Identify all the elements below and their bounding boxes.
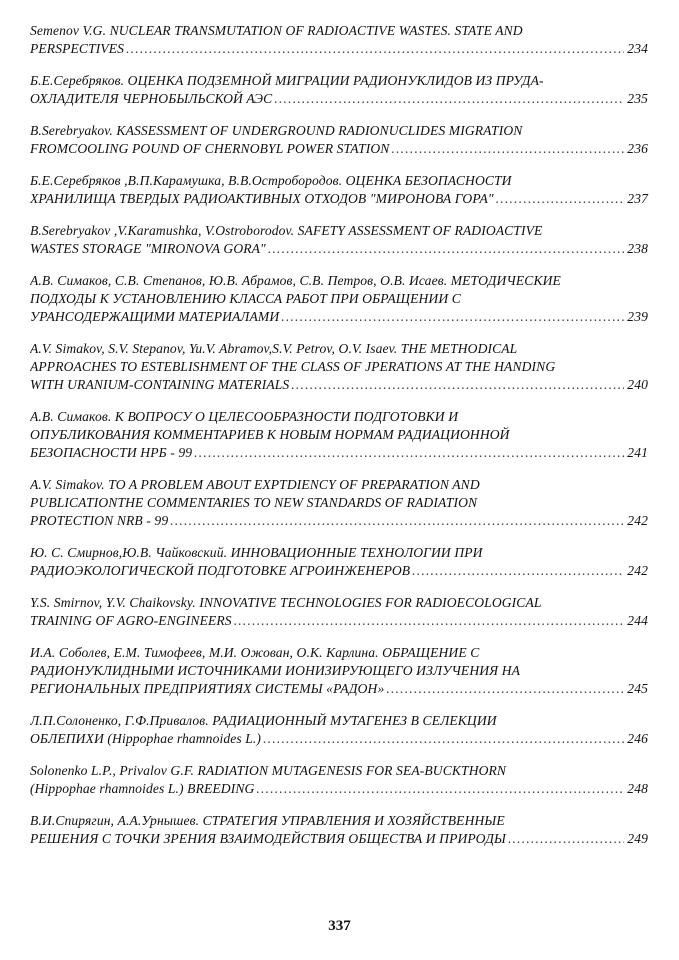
toc-entry-last-line [30,40,648,58]
toc-entry-title-end: БЕЗОПАСНОСТИ НРБ - 99 [30,445,193,460]
toc-entry-line: И.А. Соболев, Е.М. Тимофеев, М.И. Ожован, О.К. Карлина. ОБРАЩЕНИЕ С [30,645,480,660]
toc-entry-last-line [30,680,648,698]
toc-entry-last-line [30,308,648,326]
toc-entry-line: Y.S. Smirnov, Y.V. Chaikovsky. INNOVATIVE TECHNOLOGIES FOR RADIOECOLOGICAL [30,595,542,610]
toc-page-number: 238 [627,241,648,256]
dot-leader [291,376,624,394]
dot-leader [386,680,624,698]
toc-entry-title-end: РЕШЕНИЯ С ТОЧКИ ЗРЕНИЯ ВЗАИМОДЕЙСТВИЯ ОБЩЕСТВА И ПРИРОДЫ [30,831,506,846]
toc-entry-last-line [30,612,648,630]
toc-entry [30,544,648,580]
toc-entry-line: Б.Е.Серебряков ,В.П.Карамушка, В.В.Остробородов. ОЦЕНКА БЕЗОПАСНОСТИ [30,173,512,188]
toc-entry-title-end: РАДИОЭКОЛОГИЧЕСКОЙ ПОДГОТОВКЕ АГРОИНЖЕНЕРОВ [30,563,411,578]
toc-entry-last-line [30,444,648,462]
toc-entry-line: A.V. Simakov. TO A PROBLEM ABOUT EXPTDIENCY OF PREPARATION AND [30,477,480,492]
dot-leader [391,140,624,158]
toc-entry-title-end: PERSPECTIVES [30,41,125,56]
toc-entry-line: Semenov V.G. NUCLEAR TRANSMUTATION OF RADIOACTIVE WASTES. STATE AND [30,23,523,38]
toc-entry-last-line [30,780,648,798]
dot-leader [263,730,624,748]
toc-entry-title-end: WASTES STORAGE "MIRONOVA GORA" [30,241,266,256]
toc-entry-last-line [30,240,648,258]
toc-page-number: 241 [627,445,648,460]
toc-entry-line: Ю. С. Смирнов,Ю.В. Чайковский. ИННОВАЦИОННЫЕ ТЕХНОЛОГИИ ПРИ [30,545,483,560]
toc-entry-title-end: РЕГИОНАЛЬНЫХ ПРЕДПРИЯТИЯХ СИСТЕМЫ «РАДОН» [30,681,385,696]
toc-entry [30,222,648,258]
toc-entry-line: PUBLICATIONTHE COMMENTARIES TO NEW STANDARDS OF RADIATION [30,495,478,510]
dot-leader [194,444,624,462]
toc-entry-last-line [30,90,648,108]
toc-entry [30,812,648,848]
toc-entry [30,22,648,58]
toc-entry-last-line [30,140,648,158]
toc-entry-last-line [30,512,648,530]
toc-entry-title-end: ОХЛАДИТЕЛЯ ЧЕРНОБЫЛЬСКОЙ АЭС [30,91,273,106]
toc-page-number: 244 [627,613,648,628]
toc-page-number: 245 [627,681,648,696]
toc-entry-last-line [30,730,648,748]
toc-entry-last-line [30,830,648,848]
dot-leader [170,512,624,530]
toc-entry [30,762,648,798]
toc-entry [30,272,648,326]
toc-page-number: 234 [627,41,648,56]
page-number: 337 [328,918,351,934]
toc-entry-line: ПОДХОДЫ К УСТАНОВЛЕНИЮ КЛАССА РАБОТ ПРИ ОБРАЩЕНИИ С [30,291,461,306]
toc-entry [30,72,648,108]
toc-entry-last-line [30,190,648,208]
table-of-contents [30,22,648,862]
toc-entry-title-end: ХРАНИЛИЩА ТВЕРДЫХ РАДИОАКТИВНЫХ ОТХОДОВ "МИРОНОВА ГОРА" [30,191,494,206]
toc-entry-line: B.Serebryakov ,V.Karamushka, V.Ostroborodov. SAFETY ASSESSMENT OF RADIOACTIVE [30,223,543,238]
toc-page-number: 235 [627,91,648,106]
toc-page-number: 240 [627,377,648,392]
dot-leader [234,612,624,630]
toc-entry-line: А.В. Симаков, С.В. Степанов, Ю.В. Абрамов, С.В. Петров, О.В. Исаев. МЕТОДИЧЕСКИЕ [30,273,561,288]
toc-entry [30,476,648,530]
toc-entry-line: APPROACHES TO ESTEBLISHMENT OF THE CLASS OF JPERATIONS AT THE HANDING [30,359,556,374]
dot-leader [508,830,624,848]
toc-entry-title-end: УРАНСОДЕРЖАЩИМИ МАТЕРИАЛАМИ [30,309,280,324]
toc-page-number: 246 [627,731,648,746]
toc-entry-title-end: ОБЛЕПИХИ (Hippophae rhamnoides L.) [30,731,262,746]
toc-page-number: 239 [627,309,648,324]
toc-entry-last-line [30,562,648,580]
dot-leader [281,308,624,326]
toc-entry-title-end: WITH URANIUM-CONTAINING MATERIALS [30,377,290,392]
toc-entry-title-end: (Hippophae rhamnoides L.) BREEDING [30,781,255,796]
toc-entry [30,712,648,748]
toc-entry [30,340,648,394]
toc-entry-line: Solonenko L.P., Privalov G.F. RADIATION MUTAGENESIS FOR SEA-BUCKTHORN [30,763,507,778]
dot-leader [126,40,624,58]
toc-entry [30,594,648,630]
toc-entry-line: Л.П.Солоненко, Г.Ф.Привалов. РАДИАЦИОННЫЙ МУТАГЕНЕЗ В СЕЛЕКЦИИ [30,713,497,728]
toc-entry [30,408,648,462]
toc-entry-line: А.В. Симаков. К ВОПРОСУ О ЦЕЛЕСООБРАЗНОСТИ ПОДГОТОВКИ И [30,409,459,424]
toc-page-number: 237 [627,191,648,206]
toc-entry-title-end: PROTECTION NRB - 99 [30,513,169,528]
toc-entry-title-end: TRAINING OF AGRO-ENGINEERS [30,613,232,628]
dot-leader [412,562,624,580]
toc-page-number: 248 [627,781,648,796]
toc-entry-line: B.Serebryakov. KASSESSMENT OF UNDERGROUND RADIONUCLIDES MIGRATION [30,123,523,138]
dot-leader [274,90,624,108]
toc-entry-title-end: FROMCOOLING POUND OF CHERNOBYL POWER STATION [30,141,390,156]
toc-entry-line: ОПУБЛИКОВАНИЯ КОММЕНТАРИЕВ К НОВЫМ НОРМАМ РАДИАЦИОННОЙ [30,427,510,442]
toc-entry-line: A.V. Simakov, S.V. Stepanov, Yu.V. Abramov,S.V. Petrov, O.V. Isaev. THE METHODICAL [30,341,518,356]
toc-entry [30,122,648,158]
toc-entry-last-line [30,376,648,394]
toc-page-number: 242 [627,513,648,528]
toc-page-number: 249 [627,831,648,846]
toc-page-number: 236 [627,141,648,156]
toc-entry-line: Б.Е.Серебряков. ОЦЕНКА ПОДЗЕМНОЙ МИГРАЦИИ РАДИОНУКЛИДОВ ИЗ ПРУДА- [30,73,544,88]
toc-page-number: 242 [627,563,648,578]
toc-entry [30,172,648,208]
dot-leader [496,190,624,208]
dot-leader [268,240,624,258]
toc-entry-line: В.И.Спирягин, А.А.Урнышев. СТРАТЕГИЯ УПРАВЛЕНИЯ И ХОЗЯЙСТВЕННЫЕ [30,813,505,828]
toc-entry [30,644,648,698]
dot-leader [256,780,624,798]
toc-entry-line: РАДИОНУКЛИДНЫМИ ИСТОЧНИКАМИ ИОНИЗИРУЮЩЕГО ИЗЛУЧЕНИЯ НА [30,663,521,678]
